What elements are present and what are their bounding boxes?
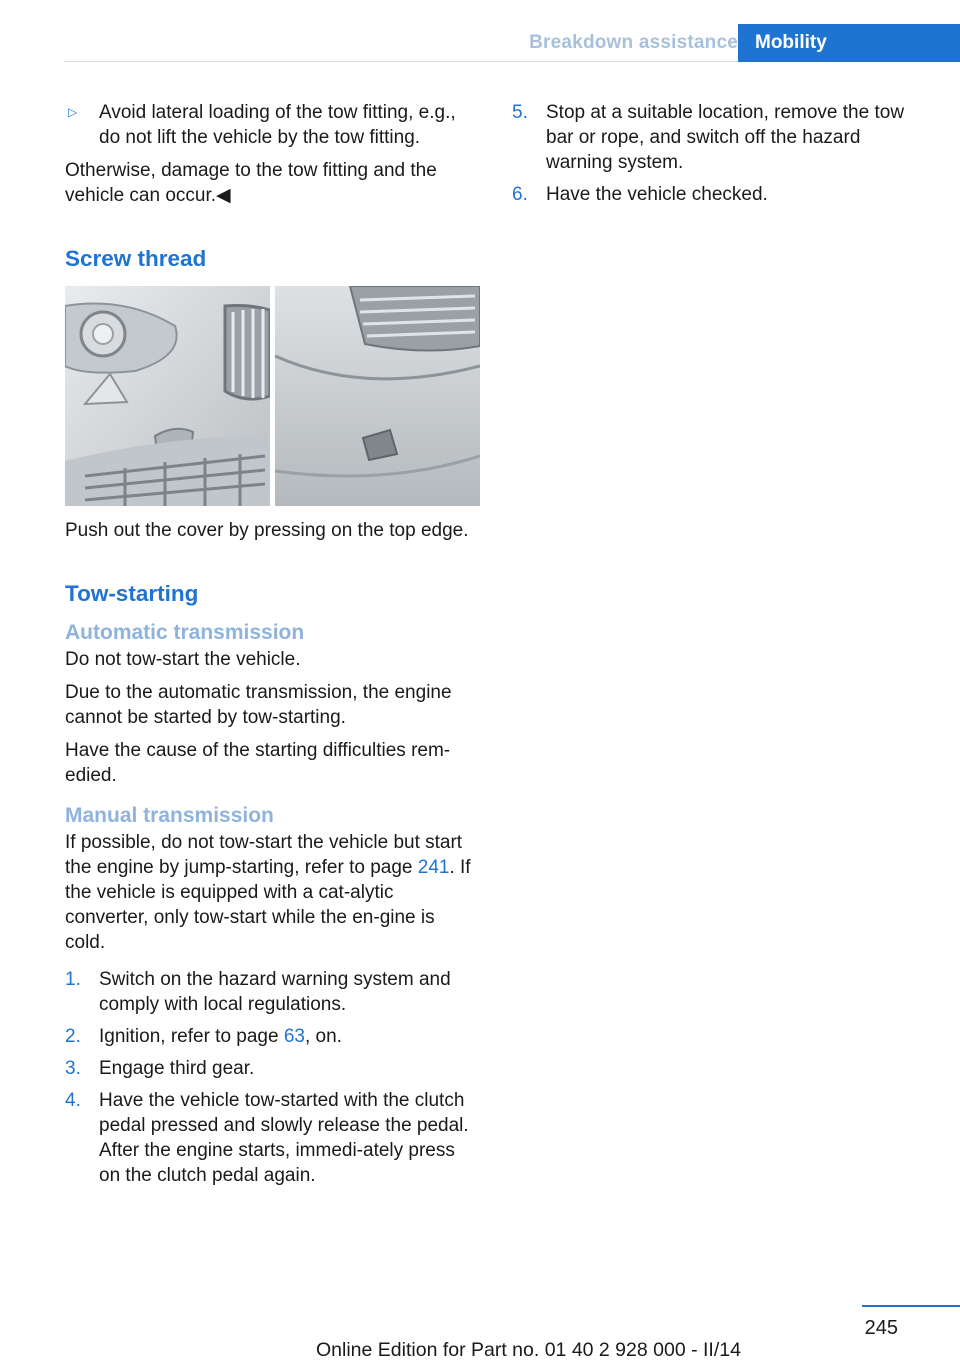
screw-thread-heading: Screw thread bbox=[65, 246, 207, 271]
step-number: 2. bbox=[65, 1026, 81, 1047]
step-text: Switch on the hazard warning system and comply with local regulations. bbox=[99, 969, 451, 1015]
auto-paragraph-2: Due to the automatic transmission, the engine cannot be started by tow-starting. bbox=[65, 682, 452, 728]
auto-paragraph-1: Do not tow-start the vehicle. bbox=[65, 649, 301, 670]
header-section-title: Breakdown assistance bbox=[529, 32, 738, 53]
caution-text: Otherwise, damage to the tow fitting and the vehicle can occur.◀ bbox=[65, 160, 437, 206]
tow-start-steps bbox=[65, 967, 480, 1188]
manual-text-before: If possible, do not tow-start the vehicle but start the engine by jump-starting, refer to page bbox=[65, 832, 463, 878]
step-item bbox=[65, 1088, 480, 1188]
step-number: 1. bbox=[65, 969, 81, 990]
right-column bbox=[512, 100, 932, 214]
tow-fitting-figure bbox=[65, 286, 480, 506]
triangle-bullet-icon: ▷ bbox=[68, 105, 78, 119]
page-number: 245 bbox=[864, 1317, 898, 1339]
edition-note: Online Edition for Part no. 01 40 2 928 000 - II/14 bbox=[316, 1339, 741, 1361]
automatic-transmission-heading: Automatic transmission bbox=[65, 621, 305, 644]
step-text bbox=[99, 1024, 342, 1049]
figure-caption: Push out the cover by pressing on the top edge. bbox=[65, 520, 469, 541]
tow-start-steps-continued bbox=[512, 100, 932, 207]
step-text: Engage third gear. bbox=[99, 1058, 255, 1079]
left-column bbox=[65, 100, 480, 1195]
step-text-after: , on. bbox=[304, 1026, 342, 1047]
step-item bbox=[65, 1056, 480, 1081]
footer-rule bbox=[862, 1305, 960, 1307]
step-number: 5. bbox=[512, 102, 528, 123]
step-item bbox=[512, 182, 932, 207]
step-number: 3. bbox=[65, 1058, 81, 1079]
bumper-illustration bbox=[65, 286, 480, 506]
step-number: 4. bbox=[65, 1090, 81, 1111]
step-text: Have the vehicle tow-started with the clutch pedal pressed and slowly release the pedal. After the engine starts, immedi‐ately press on the clutch pedal again. bbox=[99, 1090, 469, 1186]
caution-item-text: Avoid lateral loading of the tow fitting, e.g., do not lift the vehicle by the tow fitting. bbox=[99, 102, 456, 148]
tow-starting-heading: Tow-starting bbox=[65, 581, 199, 606]
step-text: Stop at a suitable location, remove the tow bar or rope, and switch off the hazard warning system. bbox=[546, 102, 905, 173]
step-item bbox=[65, 967, 480, 1017]
page-header bbox=[64, 24, 960, 62]
step-item bbox=[65, 1024, 480, 1049]
page-link-241[interactable]: 241 bbox=[417, 857, 450, 878]
manual-text-after: . If the vehicle is equipped with a cat‐alytic converter, only tow-start while the en‐gine is cold. bbox=[65, 857, 471, 953]
manual-paragraph bbox=[65, 830, 480, 955]
page-link-63[interactable]: 63 bbox=[283, 1026, 305, 1047]
step-number: 6. bbox=[512, 184, 528, 205]
step-text-before: Ignition, refer to page bbox=[99, 1026, 284, 1047]
auto-paragraph-3: Have the cause of the starting difficulties rem‐edied. bbox=[65, 740, 451, 786]
caution-list-item bbox=[65, 100, 480, 150]
manual-transmission-heading: Manual transmission bbox=[65, 804, 274, 827]
header-chapter-tab: Mobility bbox=[738, 24, 960, 62]
step-item bbox=[512, 100, 932, 175]
step-text: Have the vehicle checked. bbox=[546, 184, 768, 205]
